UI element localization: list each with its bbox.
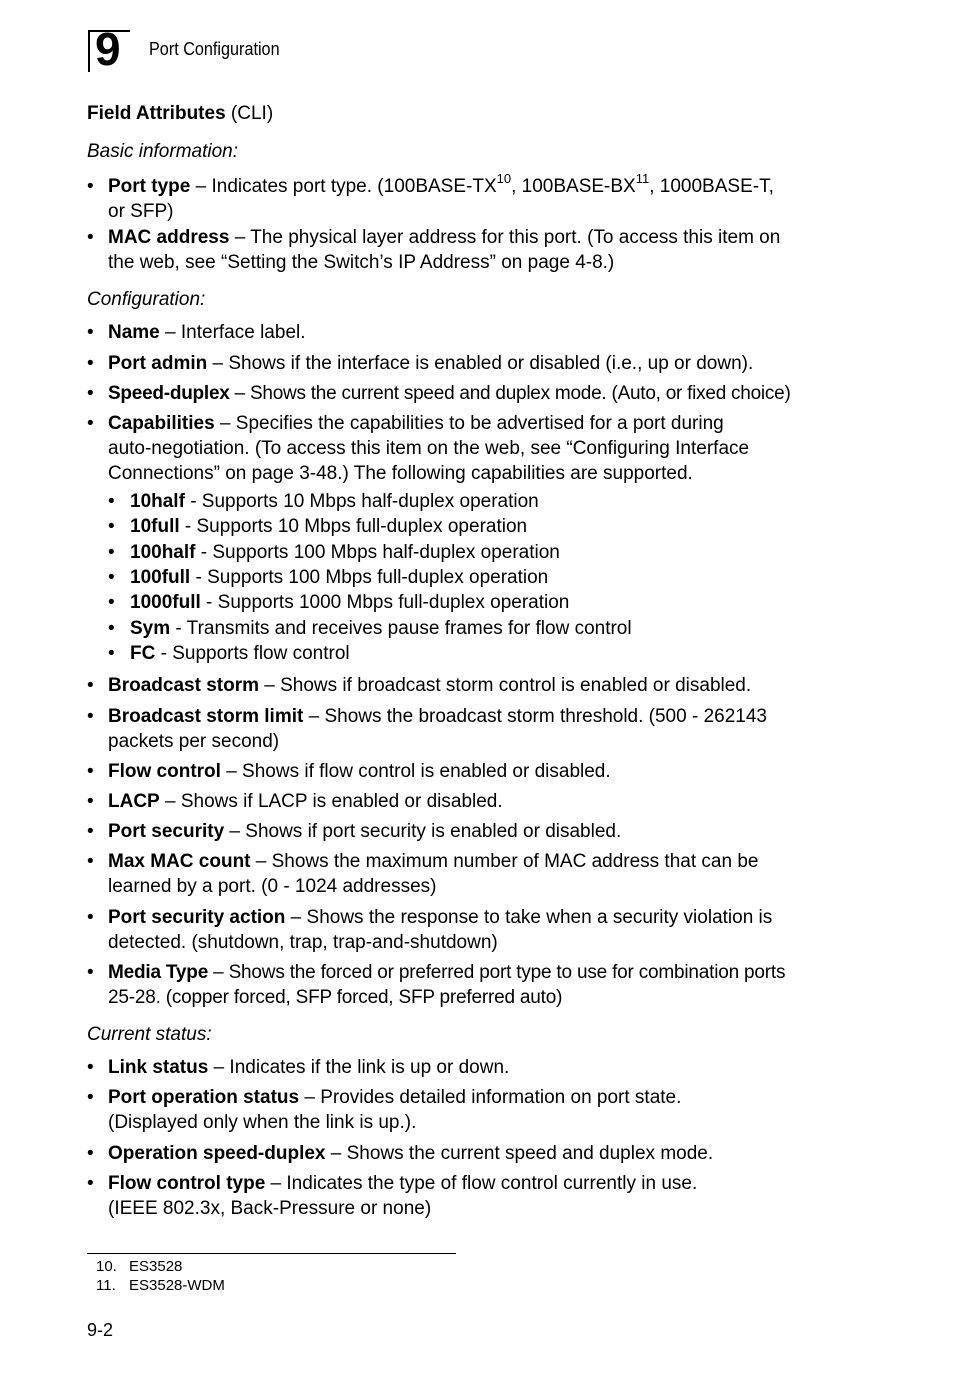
item-desc: – Shows if port security is enabled or disabled. [224,821,622,842]
item-desc: – Shows the response to take when a security violation is [285,907,773,928]
section-heading [87,101,273,126]
item-term: Max MAC count [108,851,251,872]
item-desc: - Supports 10 Mbps full-duplex operation [179,516,528,537]
bullet: • [87,227,94,248]
item-desc: - Supports 100 Mbps half-duplex operation [195,542,560,563]
bullet: • [87,1173,94,1194]
item-desc: – Indicates port type. (100BASE-TX [190,176,497,197]
item-desc: , 1000BASE-T, [649,176,774,197]
item-term: Broadcast storm limit [108,706,304,727]
bullet: • [108,567,115,588]
bullet: • [87,176,94,197]
item-desc-line3: Connections” on page 3-48.) The following capabilities are supported. [108,463,693,484]
item-desc: – Shows if flow control is enabled or disabled. [220,761,611,782]
chapter-number: 9 [95,23,121,75]
bullet: • [87,791,94,812]
item-desc-line2: (IEEE 802.3x, Back-Pressure or none) [108,1198,432,1219]
item-term: LACP [108,791,160,812]
basic-info-label: Basic information: [87,141,239,162]
footnote-ref: 10 [496,170,512,186]
current-status-label: Current status: [87,1024,212,1045]
item-desc-line2: auto-negotiation. (To access this item on the web, see “Configuring Interface [108,438,750,459]
footnote-number: 10. [96,1258,117,1275]
footnote [96,1277,225,1295]
section-heading-bold: Field Attributes [87,103,226,124]
item-term: 10full [130,516,180,537]
footnote-text: ES3528-WDM [129,1277,225,1294]
bullet: • [108,491,115,512]
bullet: • [108,643,115,664]
item-desc: – Indicates if the link is up or down. [208,1057,510,1078]
item-desc: - Transmits and receives pause frames for flow control [170,618,632,639]
bullet: • [87,675,94,696]
footnote-divider [87,1253,456,1254]
item-desc-line2: (Displayed only when the link is up.). [108,1112,417,1133]
item-term: 10half [130,491,185,512]
page-number: 9-2 [87,1320,114,1340]
item-term: Port operation status [108,1087,300,1108]
bullet: • [87,821,94,842]
bullet: • [87,1087,94,1108]
item-term: Media Type [108,962,209,983]
bullet: • [108,542,115,563]
item-desc: – Shows the current speed and duplex mode. (Auto, or fixed choice) [229,383,791,404]
bullet: • [108,516,115,537]
section-heading-suffix: (CLI) [225,103,274,124]
item-desc: – Shows if the interface is enabled or disabled (i.e., up or down). [207,353,754,374]
bullet: • [87,1057,94,1078]
item-desc: - Supports 100 Mbps full-duplex operation [190,567,549,588]
item-term: MAC address [108,227,230,248]
item-term: Flow control type [108,1173,266,1194]
item-term: Port admin [108,353,208,374]
item-term: Port security action [108,907,286,928]
configuration-label: Configuration: [87,289,206,310]
item-desc: – Shows the maximum number of MAC address that can be [250,851,759,872]
bullet: • [87,322,94,343]
item-desc-line2: the web, see “Setting the Switch’s IP Address” on page 4-8.) [108,252,615,273]
item-term: Link status [108,1057,209,1078]
bullet: • [87,907,94,928]
item-desc: – Indicates the type of flow control currently in use. [265,1173,698,1194]
item-desc: – Shows if broadcast storm control is enabled or disabled. [259,675,752,696]
item-desc: – Shows the broadcast storm threshold. (500 - 262143 [303,706,767,727]
item-desc-line2: learned by a port. (0 - 1024 addresses) [108,876,437,897]
footnote [96,1258,182,1276]
footnote-ref: 11 [635,170,650,186]
bullet: • [87,706,94,727]
item-desc-line2: 25-28. (copper forced, SFP forced, SFP preferred auto) [108,987,563,1008]
item-term: 100full [130,567,191,588]
item-desc: – Shows the current speed and duplex mode. [325,1143,714,1164]
bullet: • [108,618,115,639]
item-desc: , 100BASE-BX [511,176,636,197]
bullet: • [87,761,94,782]
item-desc-line2: or SFP) [108,201,174,222]
item-desc: - Supports 10 Mbps half-duplex operation [184,491,539,512]
item-desc-line2: packets per second) [108,731,280,752]
item-term: FC [130,643,156,664]
bullet: • [87,851,94,872]
item-term: Port security [108,821,225,842]
item-desc-line2: detected. (shutdown, trap, trap-and-shutdown) [108,932,498,953]
item-desc: – Provides detailed information on port state. [299,1087,682,1108]
footnote-text: ES3528 [129,1258,183,1275]
chapter-box [88,23,130,75]
item-desc: – Shows if LACP is enabled or disabled. [159,791,503,812]
item-term: 1000full [130,592,201,613]
item-desc: - Supports flow control [155,643,350,664]
bullet: • [87,962,94,983]
item-desc: – The physical layer address for this port. (To access this item on [229,227,781,248]
item-term: Flow control [108,761,221,782]
item-term: Operation speed-duplex [108,1143,326,1164]
item-desc: – Interface label. [159,322,306,343]
item-desc: – Specifies the capabilities to be advertised for a port during [214,413,724,434]
item-term: Broadcast storm [108,675,259,696]
item-term: Speed-duplex [108,383,230,404]
bullet: • [108,592,115,613]
item-term: Capabilities [108,413,215,434]
item-term: Sym [130,618,171,639]
header-title: Port Configuration [149,39,280,59]
item-term: Port type [108,176,191,197]
item-desc: - Supports 1000 Mbps full-duplex operation [200,592,570,613]
bullet: • [87,353,94,374]
item-term: 100half [130,542,196,563]
item-desc: – Shows the forced or preferred port type to use for combination ports [208,962,786,983]
item-term: Name [108,322,160,343]
footnote-number: 11. [96,1277,116,1294]
bullet: • [87,383,94,404]
bullet: • [87,413,94,434]
bullet: • [87,1143,94,1164]
